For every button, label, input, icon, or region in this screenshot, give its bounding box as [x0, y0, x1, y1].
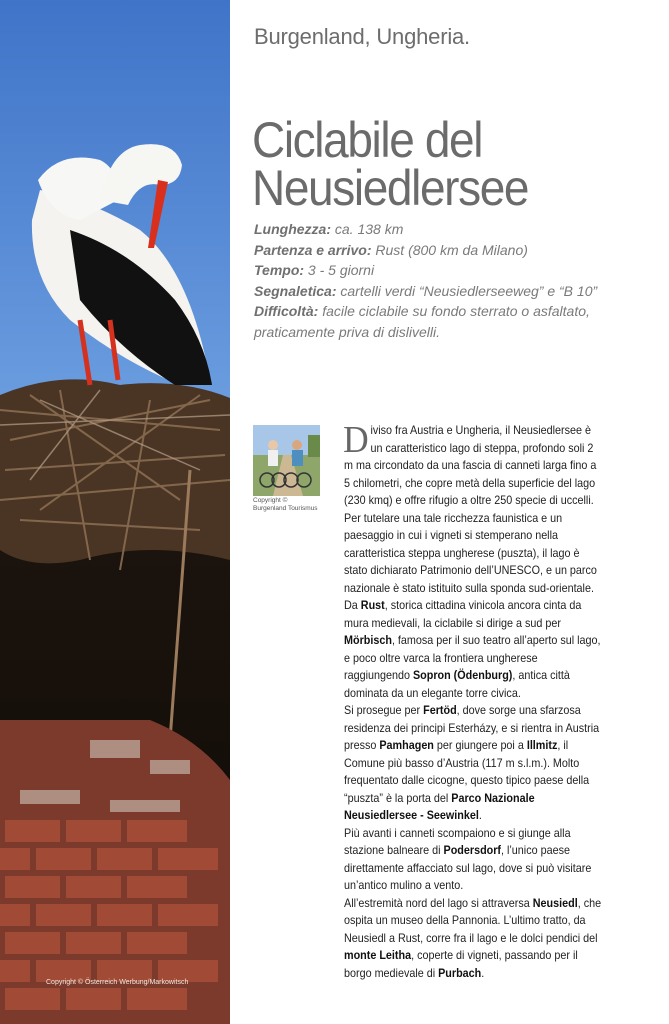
- photo-credit: Copyright © Österreich Werbung/Markowitsch: [46, 979, 189, 986]
- title-line-1: Ciclabile del: [252, 112, 483, 168]
- drop-cap: D: [343, 419, 369, 461]
- stork-photo: [0, 0, 230, 1024]
- paragraph-3: Si prosegue per Fertöd, dove sorge una sfarzosa residenza dei principi Esterházy, e si rientra in Austria presso Pamhagen per giungere poi a Illmitz, il Comune più basso d’Austria (117 m s.l.m.). Molto frequentato dalle cicogne, questo tipico paese della “puszta” è la porta del Parco Nazionale Neusiedlersee - Seewinkel.: [344, 704, 600, 822]
- paragraph-5: All’estremità nord del lago si attraversa Neusiedl, che ospita un museo della Pannonia. L’ultimo tratto, da Neusiedl a Rust, corre fra il lago e le dolci pendici del monte Leitha, coperte di vigneti, passando per il borgo medievale di Purbach.: [344, 896, 602, 980]
- cyclists-image: [253, 425, 320, 496]
- cyclists-thumbnail: [253, 425, 320, 496]
- stork-illustration: [0, 0, 230, 1024]
- paragraph-1: Diviso fra Austria e Ungheria, il Neusiedlersee è un caratteristico lago di steppa, profondo soli 2 m ma circondato da una fascia di canneti larga fino a 5 chilometri, che copre metà della superficie del lago (230 kmq) e offre rifugio a oltre 250 specie di uccelli. Per tutelare una tale ricchezza faunistica e un paesaggio in cui i vigneti si stemperano nella caratteristica steppa ungherese (puszta), il lago è stato dichiarato Patrimonio dell’UNESCO, e un parco nazionale è stato istituito sulla sponda sud-orientale.: [343, 419, 597, 595]
- title-line-2: Neusiedlersee: [252, 160, 529, 216]
- spec-difficolta: Difficoltà: facile ciclabile su fondo sterrato o asfaltato, praticamente priva di dislivelli.: [254, 303, 590, 340]
- route-specs: [254, 219, 654, 342]
- thumbnail-credit: Copyright © Burgenland Tourismus: [253, 497, 318, 512]
- nest: [0, 379, 230, 563]
- page-title: [252, 112, 529, 216]
- spec-segnaletica: Segnaletica: cartelli verdi “Neusiedlerseeweg” e “B 10”: [254, 282, 598, 299]
- spec-lunghezza: Lunghezza: ca. 138 km: [254, 221, 404, 237]
- paragraph-2: Da Rust, storica cittadina vinicola ancora cinta da mura medievali, la ciclabile si dirige a sud per Mörbisch, famosa per il suo teatro all’aperto sul lago, e poco oltre varca la frontiera ungherese raggiungendo Sopron (Ödenburg), antica città dominata da un elegante torre civica.: [344, 599, 601, 700]
- paragraph-4: Più avanti i canneti scompaiono e si giunge alla stazione balneare di Podersdorf, l’unico paese direttamente affacciato sul lago, dove si può visitare un’antico mulino a vento.: [344, 826, 592, 892]
- region-subtitle: Burgenland, Ungheria.: [254, 24, 470, 49]
- article-body: [343, 419, 604, 982]
- spec-tempo: Tempo: 3 - 5 giorni: [254, 262, 375, 278]
- spec-partenza: Partenza e arrivo: Rust (800 km da Milano): [254, 241, 528, 258]
